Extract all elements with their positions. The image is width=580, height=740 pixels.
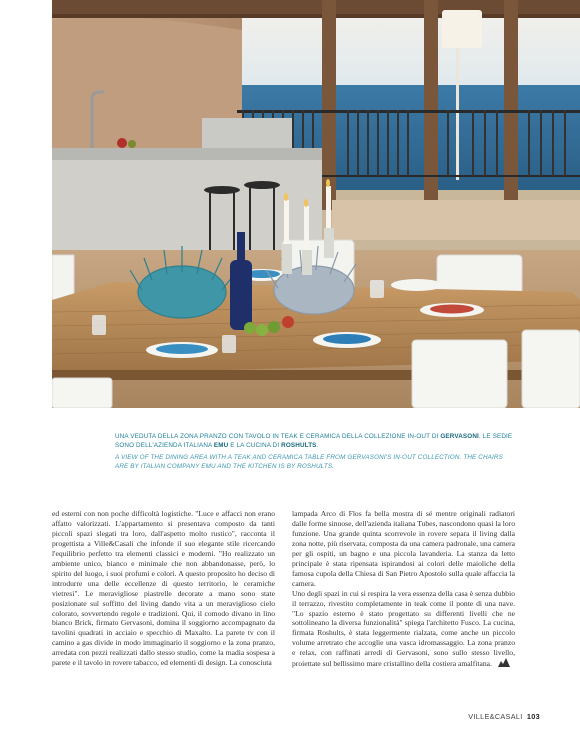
caption-brand-roshults: ROSHULTS <box>281 442 317 449</box>
photo-caption <box>115 432 515 471</box>
magazine-name: VILLE&CASALI <box>468 712 523 721</box>
dining-terrace-photo <box>52 0 580 408</box>
caption-text-3: E LA CUCINA DI <box>228 442 282 449</box>
caption-brand-emu: EMU <box>213 442 229 449</box>
caption-english: A VIEW OF THE DINING AREA WITH A TEAK AND CERAMICA TABLE FROM GERVASONI'S IN-OUT COLLECTION. THE CHAIRS ARE BY ITALIAN COMPANY EMU AND THE KITCHEN IS BY ROSHULTS. <box>115 454 503 470</box>
page-number: 103 <box>526 712 540 721</box>
body-paragraph-2 <box>292 589 515 670</box>
caption-italian <box>115 432 515 450</box>
caption-text-1: UNA VEDUTA DELLA ZONA PRANZO CON TAVOLO IN TEAK E CERAMICA DELLA COLLEZIONE IN-OUT DI <box>115 433 441 440</box>
body-paragraph: lampada Arco di Flos fa bella mostra di sé mentre originali radiatori dalle forme sinuose, dell'azienda italiana Tubes, nascondono quasi la loro funzione. Una grande quinta scorrevole in rovere separa il living dalla zona notte, più riservata, composta da una camera padronale, una camera per gli ospiti, un bagno e una piccola lavanderia. La stanza da letto principale è stata ripensata ispirandosi ai colori delle maioliche della famosa cupola della Chiesa di San Pietro Apostolo sulla quale affaccia la camera. <box>292 509 516 588</box>
body-column-right <box>292 509 515 669</box>
body-column-left <box>52 509 275 668</box>
caption-text-2: . LE SEDIE SONO DELL'AZIENDA ITALIANA <box>115 433 513 449</box>
page-folio <box>468 712 540 721</box>
caption-brand-gervasoni: GERVASONI <box>440 433 479 440</box>
body-paragraph: ed esterni con non poche difficoltà logistiche. "Luce e affacci non erano affatto valorizzati. L'appartamento si presentava composto da tanti piccoli spazi slegati tra loro, dall'aspetto molto rustico", racconta il progettista a Ville&Casali che infonde il suo elegante stile ricercando l'equilibrio perfetto tra elementi classici e moderni. "Ho realizzato un ambiente unico, bianco e minimale che non abbandonasse, però, lo spirito del luogo, i suoi profumi e colori. A questo proposito ho deciso di introdurre una delle eccellenze di questo territorio, le ceramiche vietresi". Le meravigliose piastrelle decorate a mano sono state posizionate sul soffitto del living dando vita a un meraviglioso cielo colorato, sovvertendo regole e tradizioni. Qui, il comodo divano in lino bianco Brick, firmato Gervasoni, domina il soggiorno accompagnato da tavolini quadrati in acciaio e specchio di Maxalto. La parete tv con il camino a gas divide in modo immaginario il soggiorno e la zona pranzo, arredata con pezzi realizzati dallo stesso studio, come la madia sospesa a parete e il tavolo in rovere tabacco, ed elementi di design. La conosciuta <box>52 509 275 668</box>
end-mark-icon <box>498 658 510 667</box>
caption-text-4: . <box>316 442 319 449</box>
body-paragraph-2-text: Uno degli spazi in cui si respira la vera essenza della casa è senza dubbio il terrazzo, rivestito completamente in teak come il ponte di una nave. "Lo spazio esterno è stato progettato su differenti livelli che ne sottolineano la diversa funzionalità" spiega l'architetto Fusco. La cucina, firmata Roshults, è stata leggermente rialzata, come anche un piccolo volume arretrato che accoglie una vasca idromassaggio. La zona pranzo e relax, con raffinati arredi di Gervasoni, sono sullo stesso livello, proiettate sul bellissimo mare cristallino della costiera amalfitana. <box>292 588 515 669</box>
